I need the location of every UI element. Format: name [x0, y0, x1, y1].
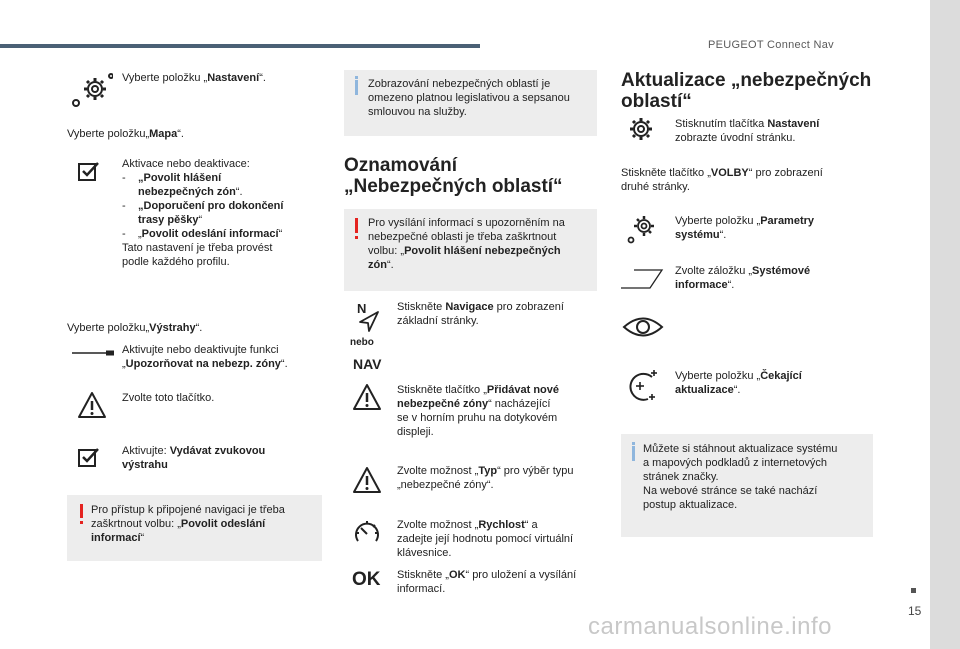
step-select-system-params — [675, 214, 814, 242]
step-select-type — [397, 464, 573, 492]
settings-gear-icon — [626, 114, 656, 144]
heading-line: oblastí“ — [621, 91, 692, 112]
text: Aktivujte nebo deaktivujte funkci — [122, 344, 279, 356]
checkbox-icon — [77, 160, 101, 182]
info-note-box — [344, 70, 597, 136]
keyword: Mapa — [149, 128, 178, 140]
text: “. — [195, 322, 203, 334]
keyword: Typ — [478, 465, 498, 477]
step-press-settings — [675, 117, 819, 145]
or-label: nebo — [350, 337, 374, 348]
navigation-arrow-icon — [356, 310, 380, 334]
text: “ a — [524, 519, 538, 531]
keyword: informací — [91, 532, 141, 544]
keyword: Systémové — [752, 265, 811, 277]
keyword: Povolit odeslání informací — [141, 228, 279, 240]
keyword: systému — [675, 229, 720, 241]
text: “. — [733, 384, 741, 396]
warning-mark-dot — [355, 236, 358, 239]
brand-label: PEUGEOT Connect Nav — [708, 39, 834, 51]
text: Stisknutím tlačítka — [675, 118, 768, 130]
text: Pro vysílání informací s upozorněním na — [368, 217, 565, 229]
step-press-ok — [397, 568, 576, 596]
keyword: Nastavení — [767, 118, 820, 130]
text: druhé stránky. — [621, 181, 690, 193]
warning-note-text — [91, 503, 317, 545]
info-mark — [355, 80, 358, 95]
text: Zvolte možnost „ — [397, 519, 479, 531]
text: Můžete si stáhnout aktualizace systému — [643, 443, 838, 455]
warning-mark — [355, 218, 358, 233]
keyword: Vydávat zvukovou — [169, 445, 266, 457]
warning-note-box — [344, 209, 597, 291]
text: Aktivujte: — [122, 445, 170, 457]
keyword: Nastavení — [207, 72, 260, 84]
text: Stiskněte — [397, 301, 446, 313]
text: zadejte její hodnotu pomocí virtuální — [397, 533, 574, 545]
section-heading-announce — [344, 155, 563, 197]
step-toggle-warn — [122, 343, 288, 371]
heading-line: Oznamování — [344, 155, 457, 176]
text: “ — [140, 532, 145, 544]
text: “ pro výběr typu — [497, 465, 574, 477]
keyword: VOLBY — [710, 167, 749, 179]
text: “ pro zobrazení — [748, 167, 823, 179]
keyword: „Povolit hlášení — [138, 172, 222, 184]
warning-triangle-icon — [352, 466, 382, 494]
list-item-cont — [122, 213, 322, 227]
warning-note-text — [368, 216, 594, 272]
text: “ pro uložení a vysílání — [465, 569, 577, 581]
text: Aktivace nebo deaktivace: — [122, 158, 250, 170]
step-select-speed — [397, 518, 573, 560]
keyword: Čekající — [760, 370, 802, 382]
text: Zvolte možnost „ — [397, 465, 479, 477]
text: postup aktualizace. — [643, 499, 738, 511]
text: Vyberte položku „ — [675, 370, 761, 382]
list-item — [122, 199, 322, 213]
text: “ — [278, 228, 283, 240]
step-choose-button: Zvolte toto tlačítko. — [122, 392, 215, 404]
warning-mark-dot — [80, 521, 83, 524]
text: „nebezpečné zóny“. — [397, 479, 494, 491]
eye-icon — [622, 314, 664, 340]
step-press-options — [621, 166, 823, 194]
step-add-zone — [397, 383, 559, 439]
page-marker — [911, 588, 916, 593]
text: “. — [177, 128, 184, 140]
text: zobrazte úvodní stránku. — [675, 132, 796, 144]
keyword: Přidávat nové — [486, 384, 560, 396]
list-item — [122, 227, 322, 241]
text: “ nacházející — [488, 398, 551, 410]
text: “ — [198, 214, 203, 226]
step-select-alerts — [67, 321, 202, 335]
text: Stiskněte „ — [397, 569, 449, 581]
keyword: OK — [448, 569, 466, 581]
dash: - — [122, 200, 126, 212]
step-press-navigation — [397, 300, 564, 328]
text: podle každého profilu. — [122, 256, 230, 268]
text: klávesnice. — [397, 547, 452, 559]
text: Vyberte položku „ — [675, 215, 761, 227]
keyword: Upozorňovat na nebezp. zóny — [125, 358, 281, 370]
text: smlouvou na služby. — [368, 106, 467, 118]
keyword: nebezpečných zón — [138, 186, 236, 198]
page-number: 15 — [908, 604, 922, 618]
keyword: výstrahu — [122, 459, 168, 471]
header-bar — [0, 44, 480, 48]
text: informací. — [397, 583, 446, 595]
keyword: Povolit odeslání — [180, 518, 266, 530]
warning-mark — [80, 504, 83, 518]
section-heading-update — [621, 70, 871, 112]
update-refresh-icon — [624, 369, 660, 403]
text: Pro přístup k připojené navigaci je třeba — [91, 504, 285, 516]
keyword: trasy pěšky — [138, 214, 199, 226]
nav-button-label: NAV — [353, 356, 382, 372]
list-item-cont — [122, 185, 322, 199]
system-settings-gear-icon — [626, 214, 658, 244]
text: “. — [235, 186, 243, 198]
text: zaškrtnout volbu: „ — [91, 518, 181, 530]
step-activation-list — [122, 157, 322, 269]
text: Vyberte položku „ — [122, 72, 208, 84]
info-note-box — [621, 434, 873, 537]
info-mark-dot — [632, 442, 635, 445]
text: stránek značky. — [643, 471, 719, 483]
dash: - — [122, 228, 126, 240]
checkbox-icon — [77, 446, 101, 468]
heading-line: Aktualizace „nebezpečných — [621, 70, 872, 91]
keyword: Povolit hlášení nebezpečných — [404, 245, 561, 257]
nav-north-label: N — [357, 301, 367, 316]
info-note-text — [368, 77, 594, 119]
keyword: aktualizace — [675, 384, 734, 396]
text: pro zobrazení — [493, 301, 564, 313]
list-item — [122, 171, 322, 185]
watermark: carmanualsonline.info — [588, 613, 832, 640]
text: Vyberte položku„ — [67, 322, 150, 334]
text: omezeno platnou legislativou a sepsanou — [368, 92, 570, 104]
keyword: Výstrahy — [149, 322, 196, 334]
text: Zobrazování nebezpečných oblastí je — [368, 78, 551, 90]
text: Zvolte záložku „ — [675, 265, 753, 277]
keyword: Navigace — [445, 301, 494, 313]
keyword: Rychlost — [478, 519, 525, 531]
text: Stiskněte tlačítko „ — [397, 384, 487, 396]
text: „ — [122, 358, 126, 370]
dash: - — [122, 172, 126, 184]
text: “. — [259, 72, 266, 84]
text: se v horním pruhu na dotykovém — [397, 412, 558, 424]
warning-triangle-icon — [77, 391, 107, 419]
text: “. — [386, 259, 394, 271]
text: displeji. — [397, 426, 434, 438]
text: Vyberte položku„ — [67, 128, 150, 140]
text: Tato nastavení je třeba provést — [122, 242, 273, 254]
step-activate-sound — [122, 444, 265, 472]
text: nebezpečné oblasti je třeba zaškrtnout — [368, 231, 557, 243]
text: a mapových podkladů z internetových — [643, 457, 828, 469]
step-select-settings — [122, 71, 266, 85]
warning-note-box — [67, 495, 322, 561]
text: základní stránky. — [397, 315, 479, 327]
step-select-system-info — [675, 264, 810, 292]
heading-line: „Nebezpečných oblastí“ — [344, 176, 563, 197]
step-select-map — [67, 127, 184, 141]
speedometer-icon — [352, 518, 382, 548]
text: “. — [727, 279, 735, 291]
text: “. — [280, 358, 288, 370]
text: „ — [138, 228, 142, 240]
text: Stiskněte tlačítko „ — [621, 167, 711, 179]
ok-button-label: OK — [352, 569, 381, 590]
settings-gear-icon — [71, 72, 113, 110]
text: Na webové stránce se také nachází — [643, 485, 818, 497]
text: volbu: „ — [368, 245, 405, 257]
keyword: informace — [675, 279, 728, 291]
page-edge-strip — [930, 0, 960, 649]
info-note-text — [643, 442, 869, 512]
text: “. — [719, 229, 727, 241]
warning-triangle-icon — [352, 383, 382, 411]
toggle-line-icon — [72, 349, 116, 357]
keyword: Parametry — [760, 215, 815, 227]
step-select-pending-updates — [675, 369, 802, 397]
info-mark — [632, 446, 635, 461]
keyword: zón — [368, 259, 387, 271]
info-mark-dot — [355, 76, 358, 79]
tab-icon — [620, 268, 664, 290]
keyword: nebezpečné zóny — [397, 398, 489, 410]
keyword: „Doporučení pro dokončení — [138, 200, 284, 212]
